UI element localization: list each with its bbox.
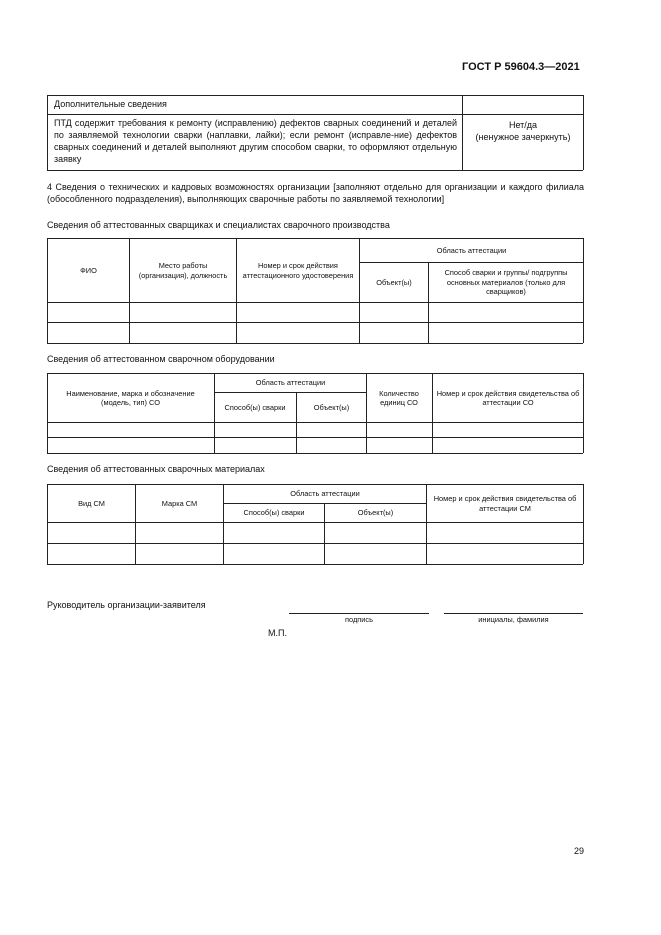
- col-header-equipment-methods: Способ(ы) сварки: [224, 402, 286, 412]
- col-header-material-type: Вид СМ: [78, 498, 105, 508]
- col-header-material-scope: Область аттестации: [290, 489, 360, 499]
- additional-info-answer: Нет/да: [508, 120, 538, 130]
- col-header-scope: Область аттестации: [436, 245, 507, 255]
- name-caption: инициалы, фамилия: [478, 615, 549, 624]
- seal-mark: М.П.: [268, 628, 287, 638]
- col-header-fio: ФИО: [80, 265, 97, 275]
- name-line: [444, 613, 583, 614]
- welders-table-title: Сведения об аттестованных сварщиках и специалистах сварочного производства: [47, 220, 390, 230]
- col-header-workplace: Место работы (организация), должность: [138, 261, 228, 280]
- materials-table-title: Сведения об аттестованных сварочных материалах: [47, 464, 265, 474]
- col-header-objects: Объект(ы): [376, 277, 412, 287]
- additional-info-answer-note: (ненужное зачеркнуть): [475, 132, 571, 142]
- document-standard-code: ГОСТ Р 59604.3—2021: [462, 61, 580, 73]
- col-header-equipment-quantity: Количество единиц СО: [379, 388, 419, 407]
- additional-info-text: ПТД содержит требования к ремонту (исправлению) дефектов сварных соединений и деталей по заявляемой технологии сварки (наплавки, лайки); если ремонт (исправле-ние) дефектов сварных соединений и деталей выполняют другим способом сварки, то оформляют отдельную заявку: [54, 118, 457, 164]
- section-4-heading: 4 Сведения о технических и кадровых возможностях организации [заполняют отдельно для организации и каждого филиала (обособленного подразделения), выполняющих сварочные работы по заявляемой технологии]: [47, 182, 584, 204]
- page-number: 29: [573, 846, 584, 856]
- signature-line: [289, 613, 429, 614]
- col-header-material-brand: Марка СМ: [161, 498, 198, 508]
- col-header-equipment-objects: Объект(ы): [313, 402, 350, 412]
- col-header-equipment-certificate: Номер и срок действия свидетельства об аттестации СО: [436, 388, 580, 407]
- signature-caption: подпись: [345, 615, 373, 624]
- additional-info-label: Дополнительные сведения: [54, 99, 167, 109]
- equipment-table-title: Сведения об аттестованном сварочном оборудовании: [47, 354, 275, 364]
- col-header-material-certificate: Номер и срок действия свидетельства об аттестации СМ: [433, 494, 577, 513]
- applicant-head-label: Руководитель организации-заявителя: [47, 600, 206, 610]
- col-header-equipment-name: Наименование, марка и обозначение (модель, тип) СО: [66, 388, 195, 407]
- col-header-method: Способ сварки и группы/ подгруппы основных материалов (только для сварщиков): [444, 268, 568, 297]
- col-header-material-methods: Способ(ы) сварки: [243, 508, 305, 518]
- col-header-equipment-scope: Область аттестации: [255, 378, 326, 388]
- col-header-material-objects: Объект(ы): [357, 508, 394, 518]
- col-header-certificate: Номер и срок действия аттестационного удостоверения: [242, 261, 354, 280]
